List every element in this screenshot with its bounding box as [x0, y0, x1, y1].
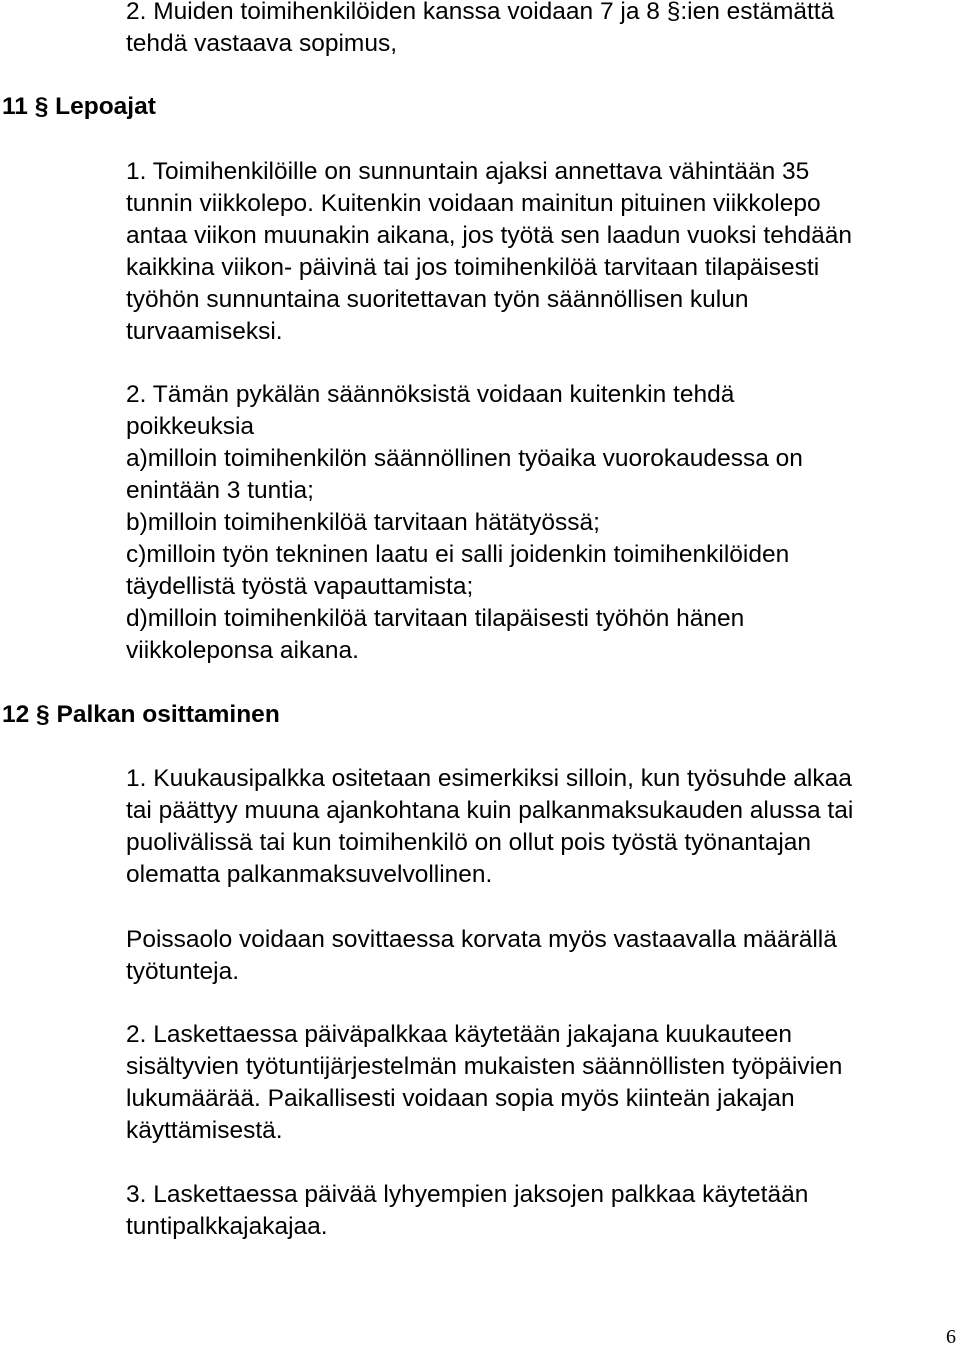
paragraph-line: 2. Tämän pykälän säännöksistä voidaan kuitenkin tehdä — [126, 381, 735, 408]
paragraph-line: puolivälissä tai kun toimihenkilö on ollut pois työstä työnantajan — [126, 829, 812, 856]
paragraph-line: 1. Toimihenkilöille on sunnuntain ajaksi annettava vähintään 35 — [126, 158, 810, 185]
paragraph-line: lukumäärää. Paikallisesti voidaan sopia myös kiinteän jakajan — [126, 1085, 795, 1112]
list-item: a)milloin toimihenkilön säännöllinen työaika vuorokaudessa on — [126, 445, 803, 472]
page-number: 6 — [946, 1326, 956, 1348]
paragraph-line: tehdä vastaava sopimus, — [126, 30, 398, 57]
section-heading-11: 11 § Lepoajat — [2, 93, 156, 120]
paragraph-line: tunnin viikkolepo. Kuitenkin voidaan mainitun pituinen viikkolepo — [126, 190, 821, 217]
paragraph-line: käyttämisestä. — [126, 1117, 283, 1144]
list-item: d)milloin toimihenkilöä tarvitaan tilapäisesti työhön hänen — [126, 605, 745, 632]
paragraph-line: tai päättyy muuna ajankohtana kuin palkanmaksukauden alussa tai — [126, 797, 854, 824]
paragraph-line: Poissaolo voidaan sovittaessa korvata myös vastaavalla määrällä — [126, 926, 837, 953]
list-item: viikkoleponsa aikana. — [126, 637, 359, 664]
paragraph-line: 1. Kuukausipalkka ositetaan esimerkiksi silloin, kun työsuhde alkaa — [126, 765, 852, 792]
list-item: täydellistä työstä vapauttamista; — [126, 573, 474, 600]
paragraph-line: 2. Muiden toimihenkilöiden kanssa voidaan 7 ja 8 §:ien estämättä — [126, 0, 835, 25]
paragraph-line: antaa viikon muunakin aikana, jos työtä sen laadun vuoksi tehdään — [126, 222, 852, 249]
section-heading-12: 12 § Palkan osittaminen — [2, 701, 280, 728]
paragraph-line: 2. Laskettaessa päiväpalkkaa käytetään jakajana kuukauteen — [126, 1021, 793, 1048]
paragraph-line: sisältyvien työtuntijärjestelmän mukaisten säännöllisten työpäivien — [126, 1053, 843, 1080]
paragraph-line: kaikkina viikon- päivinä tai jos toimihenkilöä tarvitaan tilapäisesti — [126, 254, 820, 281]
paragraph-line: työtunteja. — [126, 958, 240, 985]
paragraph-line: tuntipalkkajakajaa. — [126, 1213, 328, 1240]
paragraph-line: poikkeuksia — [126, 413, 255, 440]
paragraph-line: 3. Laskettaessa päivää lyhyempien jaksojen palkkaa käytetään — [126, 1181, 809, 1208]
list-item: enintään 3 tuntia; — [126, 477, 314, 504]
paragraph-line: turvaamiseksi. — [126, 318, 283, 345]
paragraph-line: olematta palkanmaksuvelvollinen. — [126, 861, 493, 888]
list-item: b)milloin toimihenkilöä tarvitaan hätätyössä; — [126, 509, 600, 536]
list-item: c)milloin työn tekninen laatu ei salli joidenkin toimihenkilöiden — [126, 541, 790, 568]
paragraph-line: työhön sunnuntaina suoritettavan työn säännöllisen kulun — [126, 286, 749, 313]
